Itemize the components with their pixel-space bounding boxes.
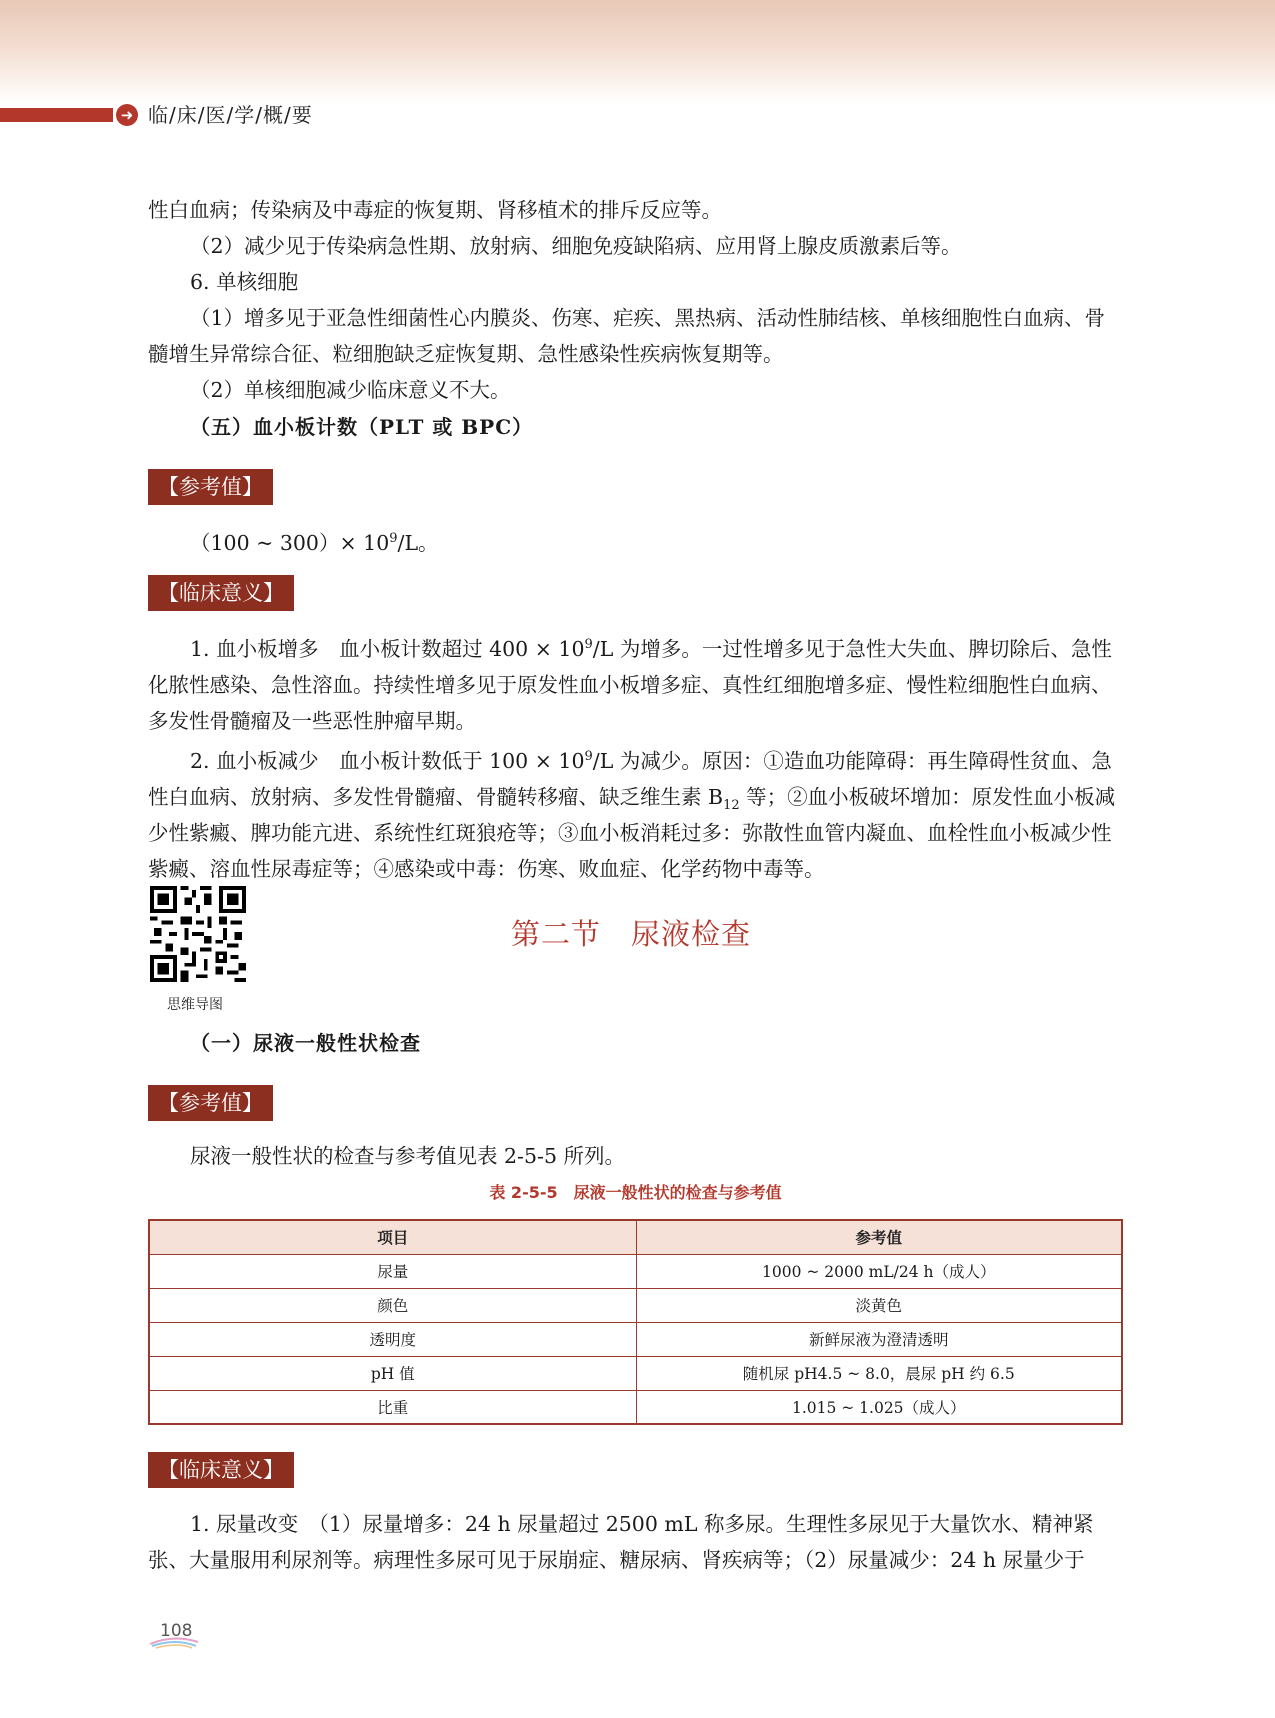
paragraph-continuation: 性白血病；传染病及中毒症的恢复期、肾移植术的排斥反应等。 xyxy=(148,198,722,222)
header-bar xyxy=(0,108,113,122)
paragraph-monocyte-decrease: （2）单核细胞减少临床意义不大。 xyxy=(190,378,511,402)
book-title: 临/床/医/学/概/要 xyxy=(148,103,313,127)
table-row xyxy=(149,1356,1122,1390)
plt-decrease-exp: 9 xyxy=(584,749,593,765)
paragraph-decrease: （2）减少见于传染病急性期、放射病、细胞免疫缺陷病、应用肾上腺皮质激素后等。 xyxy=(190,234,962,258)
table-header-row xyxy=(149,1220,1122,1254)
plt-heading: （五）血小板计数（PLT 或 BPC） xyxy=(190,415,534,439)
running-header xyxy=(0,101,1275,131)
table-cell: 比重 xyxy=(149,1390,636,1424)
ref-exponent: 9 xyxy=(389,531,398,547)
plt-increase-exp: 9 xyxy=(584,637,593,653)
urine-general-heading: （一）尿液一般性状检查 xyxy=(190,1031,421,1055)
plt-decrease-text-c: 等；②血小板破坏增加：原发性血小板减少性紫癜、脾功能亢进、系统性红斑狼疮等；③血小板消耗过多：弥散性血管内凝血、血栓性血小板减少性紫癜、溶血性尿毒症等；④感染或中毒：伤寒、败血症、化学药物中毒等。 xyxy=(148,785,1116,881)
plt-reference-value xyxy=(148,525,1123,561)
urine-reference-table xyxy=(148,1219,1123,1425)
column-header: 项目 xyxy=(149,1220,636,1254)
table-caption: 表 2-5-5 尿液一般性状的检查与参考值 xyxy=(489,1183,782,1202)
paragraph-plt-increase xyxy=(148,631,1123,739)
table-row xyxy=(149,1288,1122,1322)
plt-decrease-text-a: 2. 血小板减少 血小板计数低于 100 × 10 xyxy=(190,749,585,773)
table-row xyxy=(149,1254,1122,1288)
table-row xyxy=(149,1390,1122,1424)
page-number xyxy=(148,1620,200,1650)
paragraph-plt-decrease xyxy=(148,743,1123,887)
table-cell: 尿量 xyxy=(149,1254,636,1288)
table-row xyxy=(149,1322,1122,1356)
clinical-significance-tag: 【临床意义】 xyxy=(148,575,294,611)
table-cell: 颜色 xyxy=(149,1288,636,1322)
table-cell: 新鲜尿液为澄清透明 xyxy=(636,1322,1122,1356)
ref-unit: /L。 xyxy=(397,531,439,555)
monocyte-heading: 6. 单核细胞 xyxy=(190,270,299,294)
table-cell: 透明度 xyxy=(149,1322,636,1356)
qr-caption: 思维导图 xyxy=(167,997,223,1013)
reference-value-tag: 【参考值】 xyxy=(148,469,273,505)
table-cell: 1000 ~ 2000 mL/24 h（成人） xyxy=(636,1254,1122,1288)
top-gradient-band xyxy=(0,0,1275,105)
urine-intro: 尿液一般性状的检查与参考值见表 2-5-5 所列。 xyxy=(190,1144,626,1168)
table-cell: pH 值 xyxy=(149,1356,636,1390)
ref-range: （100 ~ 300）× 10 xyxy=(190,531,390,555)
table-cell: 随机尿 pH4.5 ~ 8.0，晨尿 pH 约 6.5 xyxy=(636,1356,1122,1390)
plt-increase-text-a: 1. 血小板增多 血小板计数超过 400 × 10 xyxy=(190,637,585,661)
page-number-text: 108 xyxy=(160,1621,193,1641)
qr-code-icon[interactable] xyxy=(150,886,246,982)
section-title: 第二节 尿液检查 xyxy=(511,917,752,951)
paragraph-urine-volume: 1. 尿量改变 （1）尿量增多：24 h 尿量超过 2500 mL 称多尿。生理性多尿见于大量饮水、精神紧张、大量服用利尿剂等。病理性多尿可见于尿崩症、糖尿病、肾疾病等；（2）尿量减少：24 h 尿量少于 xyxy=(148,1512,1094,1572)
reference-value-tag-2: 【参考值】 xyxy=(148,1085,273,1121)
table-cell: 1.015 ~ 1.025（成人） xyxy=(636,1390,1122,1424)
arrow-right-icon: ➜ xyxy=(116,104,138,126)
column-header: 参考值 xyxy=(636,1220,1122,1254)
paragraph-monocyte-increase: （1）增多见于亚急性细菌性心内膜炎、伤寒、疟疾、黑热病、活动性肺结核、单核细胞性白血病、骨髓增生异常综合征、粒细胞缺乏症恢复期、急性感染性疾病恢复期等。 xyxy=(148,306,1106,366)
table-cell: 淡黄色 xyxy=(636,1288,1122,1322)
plt-increase-text-b: /L 为增多。一过性增多见于急性大失血、脾切除后、急性化脓性感染、急性溶血。持续性增多见于原发性血小板增多症、真性红细胞增多症、慢性粒细胞性白血病、多发性骨髓瘤及一些恶性肿瘤早期。 xyxy=(148,637,1112,733)
plt-decrease-text-b: /L 为减少。原因：①造血功能障碍：再生障碍性贫血、急性白血病、放射病、多发性骨髓瘤、骨髓转移瘤、缺乏维生素 B xyxy=(148,749,1112,809)
vitamin-subscript: 12 xyxy=(723,798,740,814)
clinical-significance-tag-2: 【临床意义】 xyxy=(148,1452,294,1488)
